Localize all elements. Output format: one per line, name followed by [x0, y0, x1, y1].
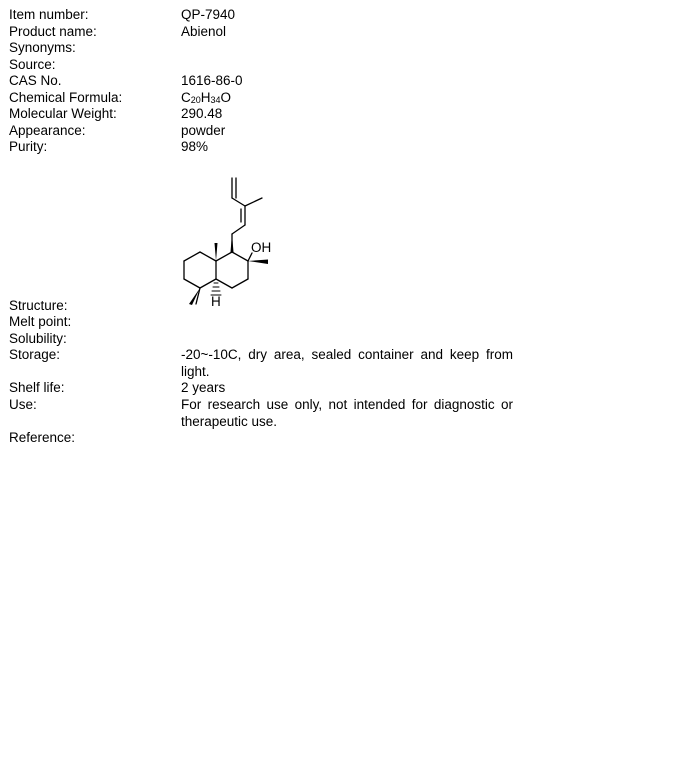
ring-a-1: [200, 252, 216, 261]
cas-no-label: CAS No.: [9, 73, 62, 88]
ring-b-3: [232, 279, 248, 288]
chemical-formula-value: [181, 90, 513, 107]
methyl-bond-side: [245, 198, 262, 206]
chain-wedge: [231, 234, 234, 252]
storage-value: -20~-10C, dry area, sealed container and keep from light.: [181, 347, 513, 379]
formula-element-o: O: [220, 90, 232, 105]
use-label: Use:: [9, 397, 37, 412]
reference-label: Reference:: [9, 430, 76, 445]
molecular-weight-label: Molecular Weight:: [9, 106, 117, 121]
product-name-value: Abienol: [181, 24, 227, 39]
purity-label: Purity:: [9, 139, 48, 154]
shelf-life-label: Shelf life:: [9, 380, 65, 395]
formula-element-c: C: [181, 90, 191, 105]
chain-bond-1: [232, 198, 245, 206]
formula-count-h: 34: [210, 95, 221, 105]
ring-b-5: [216, 252, 232, 261]
cas-no-value: 1616-86-0: [181, 73, 243, 88]
use-value: For research use only, not intended for diagnostic or therapeutic use.: [181, 397, 513, 429]
chemical-formula-label: Chemical Formula:: [9, 90, 123, 105]
formula-element-h: H: [200, 90, 211, 105]
oh-label: OH: [251, 240, 272, 255]
molecular-weight-value: 290.48: [181, 106, 223, 121]
storage-label: Storage:: [9, 347, 61, 362]
gem-methyl-bond: [196, 288, 200, 304]
chain-bond-2: [232, 225, 245, 234]
purity-value: 98%: [181, 139, 209, 154]
source-label: Source:: [9, 57, 56, 72]
ring-b-1: [232, 252, 248, 261]
appearance-value: powder: [181, 123, 226, 138]
carbinol-methyl-wedge: [248, 260, 268, 265]
appearance-label: Appearance:: [9, 123, 86, 138]
synonyms-label: Synonyms:: [9, 40, 76, 55]
product-name-label: Product name:: [9, 24, 97, 39]
ring-a-2: [184, 252, 200, 261]
melt-point-label: Melt point:: [9, 314, 72, 329]
structure-diagram: [170, 172, 290, 312]
item-number-value: QP-7940: [181, 7, 236, 22]
structure-label: Structure:: [9, 298, 68, 313]
item-number-label: Item number:: [9, 7, 89, 22]
shelf-life-value: 2 years: [181, 380, 226, 395]
formula-count-c: 20: [190, 95, 201, 105]
angular-methyl-wedge: [215, 243, 218, 261]
ring-a-4: [184, 279, 200, 288]
solubility-label: Solubility:: [9, 331, 67, 346]
h-label: H: [211, 294, 221, 309]
